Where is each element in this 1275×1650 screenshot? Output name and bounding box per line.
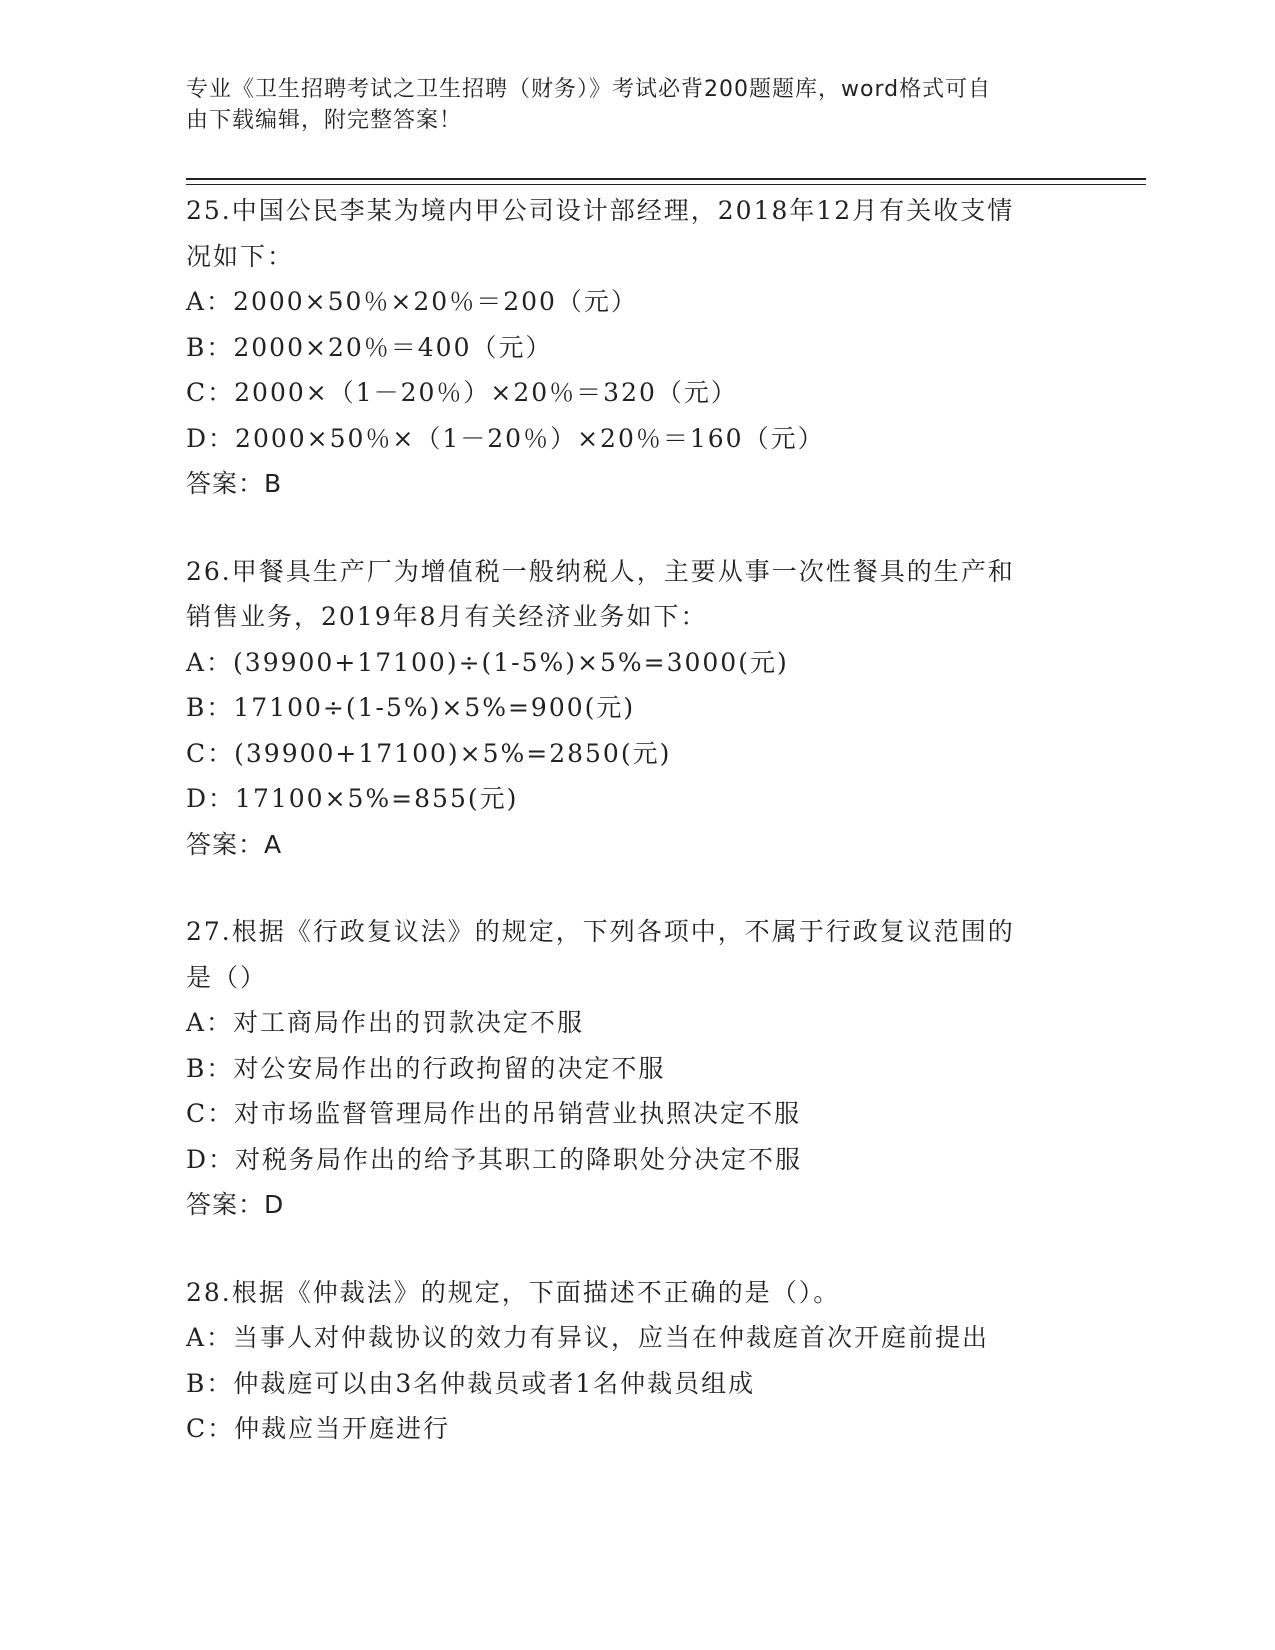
question-text-line: 27.根据《行政复议法》的规定，下列各项中，不属于行政复议范围的 [186, 917, 1015, 946]
option-d: D：对税务局作出的给予其职工的降职处分决定不服 [186, 1144, 803, 1174]
option-a: A：2000×50％×20％＝200（元） [186, 287, 638, 316]
option-c: C：对市场监督管理局作出的吊销营业执照决定不服 [186, 1099, 802, 1128]
header-rule-thin [186, 184, 1146, 185]
question-text-line: 26.甲餐具生产厂为增值税一般纳税人，主要从事一次性餐具的生产和 [186, 556, 1015, 586]
option-a: A：当事人对仲裁协议的效力有异议，应当在仲裁庭首次开庭前提出 [186, 1323, 990, 1352]
option-d: D：17100×5%=855(元) [186, 784, 519, 813]
option-a: A：对工商局作出的罚款决定不服 [186, 1008, 585, 1037]
document-header [186, 74, 1066, 136]
question-text-line: 25.中国公民李某为境内甲公司设计部经理，2018年12月有关收支情 [186, 196, 1015, 225]
option-b: B：对公安局作出的行政拘留的决定不服 [186, 1053, 666, 1083]
question-list [186, 188, 1086, 1494]
answer: 答案：B [186, 469, 283, 498]
question-text [186, 909, 1086, 1000]
question-text [186, 1270, 1086, 1316]
question-text-line: 28.根据《仲裁法》的规定，下面描述不正确的是（）。 [186, 1277, 841, 1307]
question-28 [186, 1270, 1086, 1452]
question-text-line: 销售业务，2019年8月有关经济业务如下： [186, 602, 708, 631]
answer: 答案：A [186, 829, 283, 859]
header-line-1: 专业《卫生招聘考试之卫生招聘（财务）》考试必背200题题库，word格式可自 [186, 77, 992, 102]
question-text [186, 549, 1086, 640]
question-25 [186, 188, 1086, 507]
header-rule-thick [186, 178, 1146, 180]
question-26 [186, 549, 1086, 868]
answer: 答案：D [186, 1190, 285, 1219]
question-text-line: 是（） [186, 962, 268, 992]
question-text [186, 188, 1086, 279]
option-a: A：(39900+17100)÷(1-5%)×5%=3000(元) [186, 647, 789, 677]
option-c: C：2000×（1－20％）×20％＝320（元） [186, 378, 738, 407]
header-line-2: 由下载编辑，附完整答案！ [186, 108, 463, 133]
option-b: B：17100÷(1-5%)×5%=900(元) [186, 693, 636, 722]
option-c: C：仲裁应当开庭进行 [186, 1414, 451, 1443]
option-b: B：仲裁庭可以由3名仲裁员或者1名仲裁员组成 [186, 1368, 756, 1398]
option-c: C：(39900+17100)×5%=2850(元) [186, 738, 672, 768]
option-d: D：2000×50％×（1－20％）×20％＝160（元） [186, 423, 825, 453]
option-b: B：2000×20％＝400（元） [186, 332, 553, 362]
question-text-line: 况如下： [186, 241, 295, 271]
question-27 [186, 909, 1086, 1228]
